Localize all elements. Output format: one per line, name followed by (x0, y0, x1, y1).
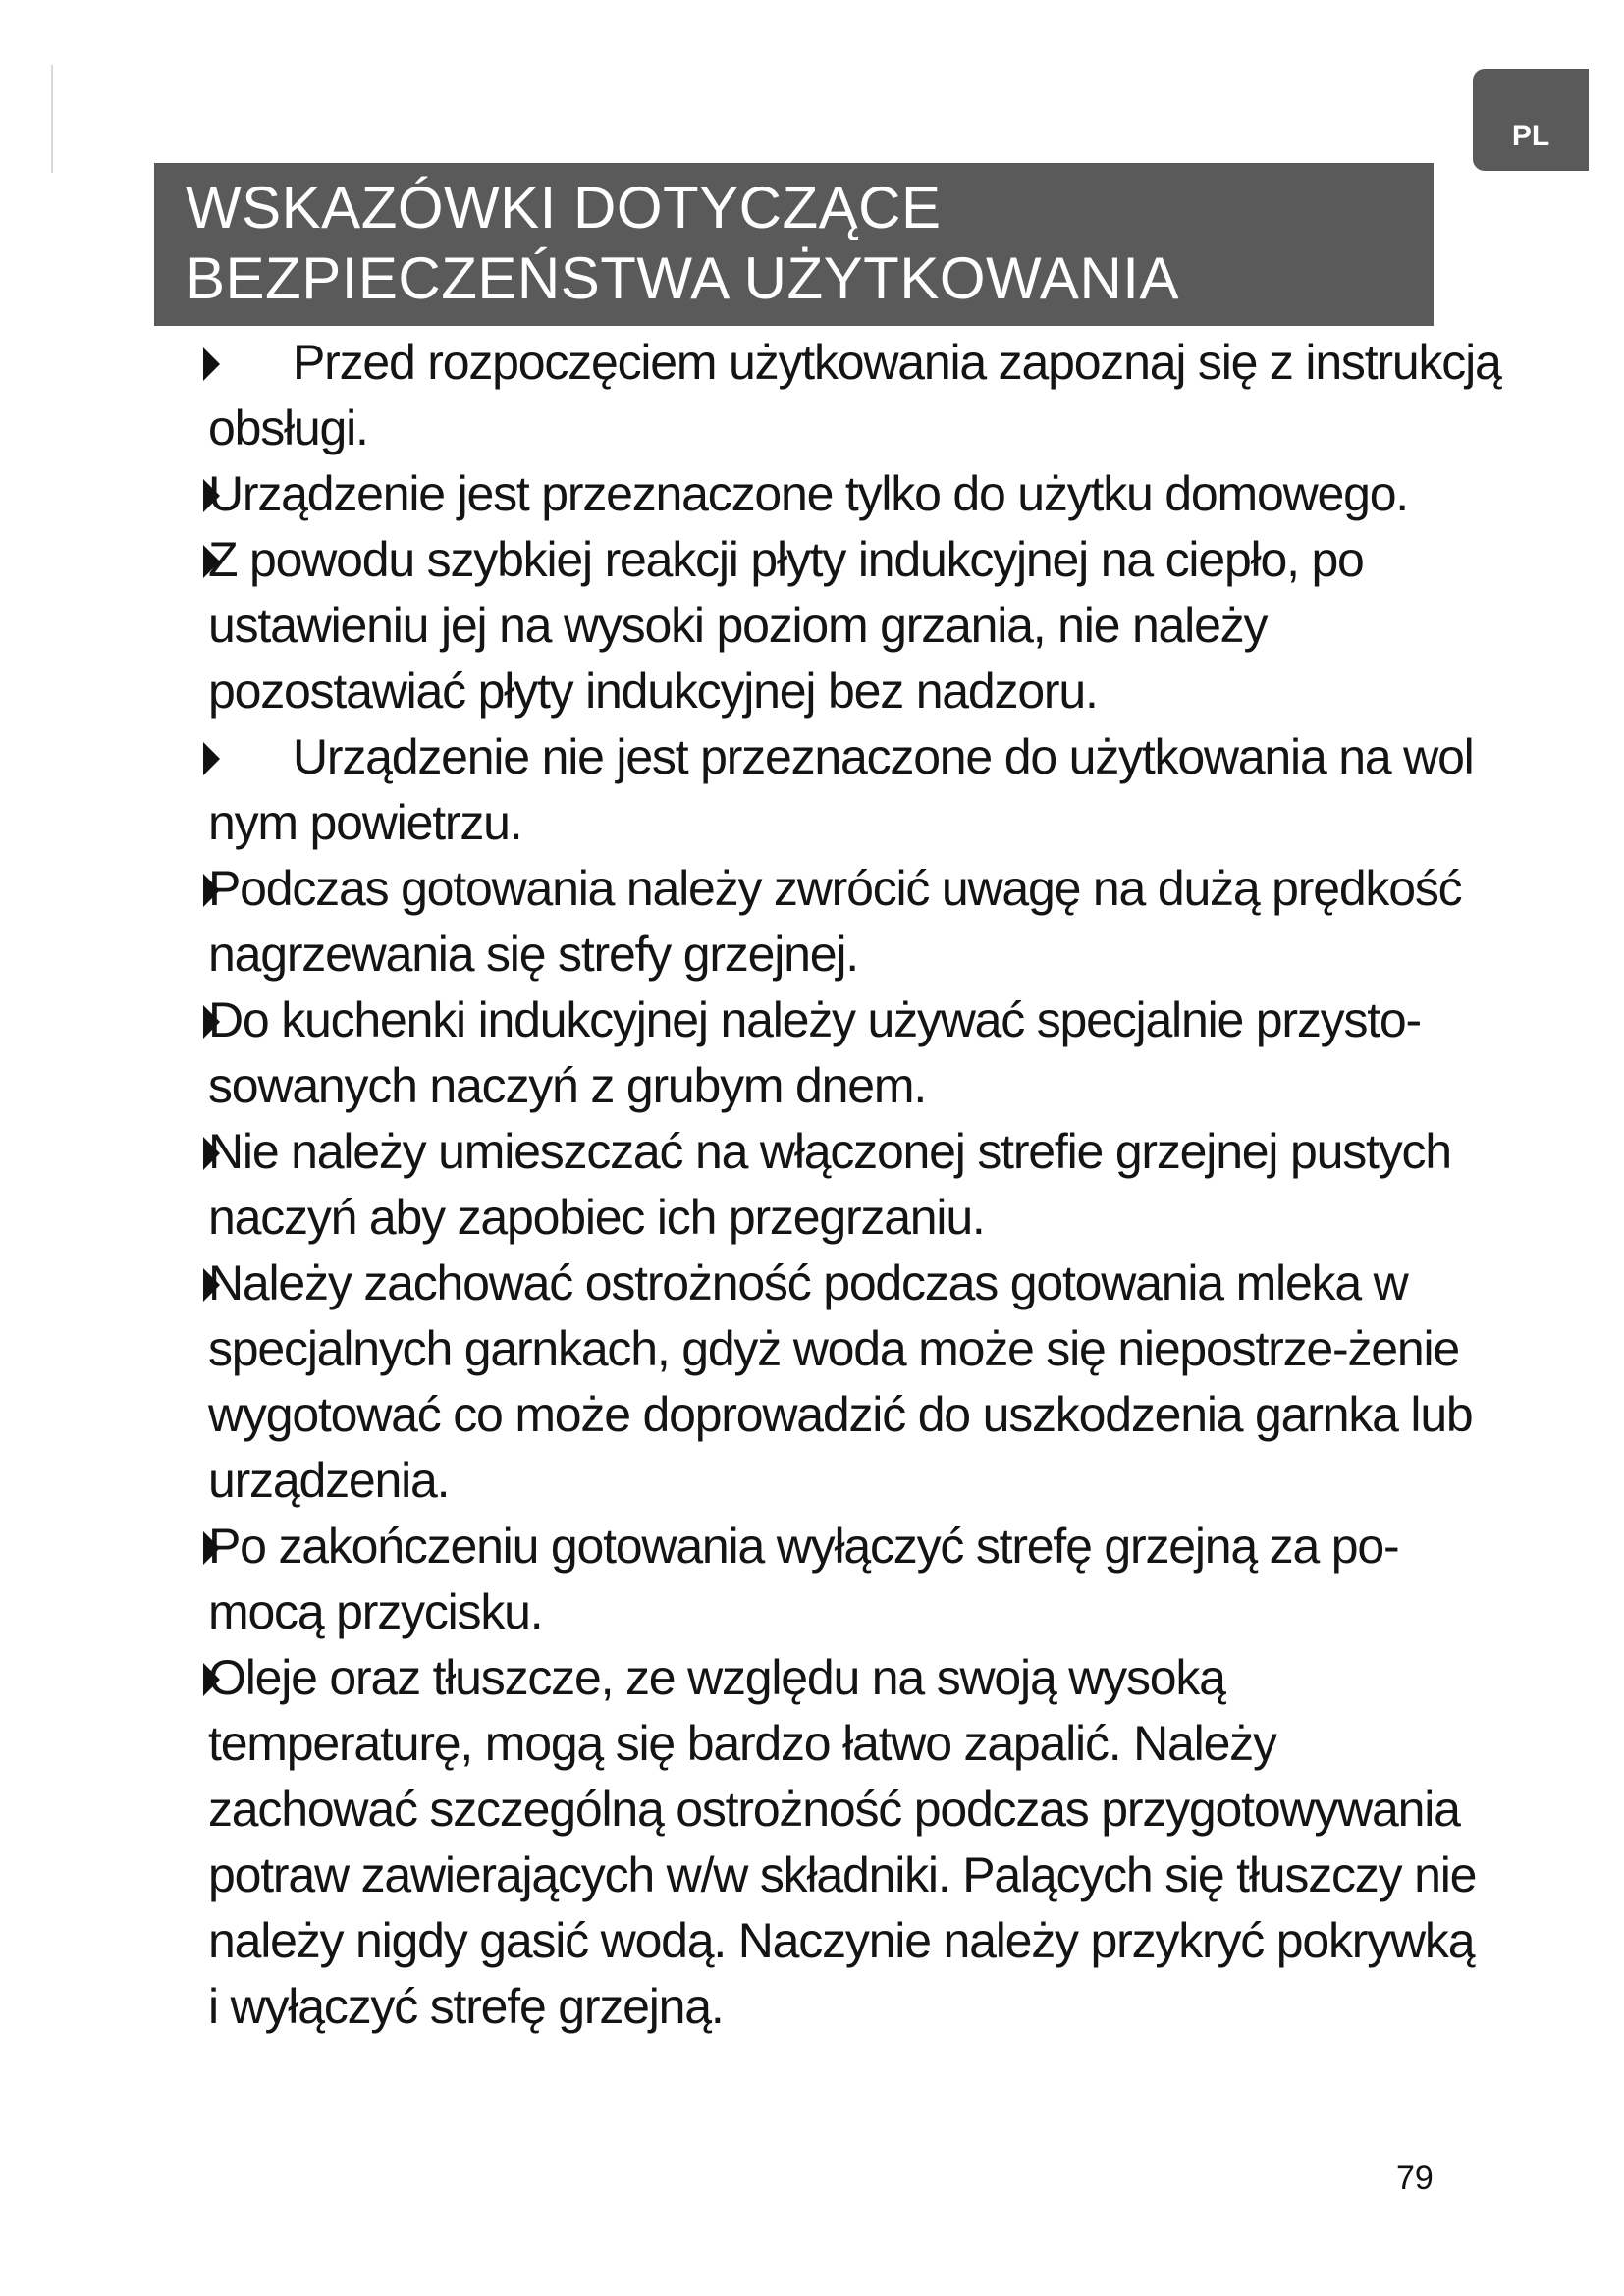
list-item-text: Z powodu szybkiej reakcji płyty indukcyjnej na ciepło, po ustawieniu jej na wysoki poziom grzania, nie należy pozostawiać płyty indukcyjnej bez nadzoru. (208, 532, 1364, 719)
list-item (208, 856, 1485, 988)
section-title-line-1: WSKAZÓWKI DOTYCZĄCE (186, 175, 942, 240)
list-item (208, 1645, 1485, 2040)
bullet-icon (203, 1137, 220, 1170)
language-tab (1473, 69, 1589, 171)
page-edge-mark (51, 65, 53, 173)
bullet-icon (203, 1531, 220, 1565)
list-item (208, 461, 1455, 527)
bullet-icon (203, 1663, 220, 1696)
language-tab-label: PL (1511, 120, 1550, 152)
list-item-text: Należy zachować ostrożność podczas gotowania mleka w specjalnych garnkach, gdyż woda może się niepostrze-żenie wygotować co może doprowadzić do uszkodzenia garnka lub urządzenia. (208, 1255, 1473, 1508)
safety-list (208, 330, 1543, 2040)
section-title (154, 163, 1434, 326)
section-title-line-2: BEZPIECZEŃSTWA UŻYTKOWANIA (186, 245, 1179, 311)
list-item (208, 330, 1543, 461)
list-item-text: Przed rozpoczęciem użytkowania zapoznaj się z instrukcją obsługi. (208, 335, 1501, 455)
list-item (208, 1514, 1485, 1645)
list-item (208, 988, 1475, 1119)
list-item (208, 527, 1475, 724)
list-item (208, 724, 1543, 856)
list-item-text: Oleje oraz tłuszcze, ze względu na swoją wysoką temperaturę, mogą się bardzo łatwo zapalić. Należy zachować szczególną ostrożność podczas przygotowywania potraw zawierających w/w składniki. Palących się tłuszczy nie należy nigdy gasić wodą. Naczynie należy przykryć pokrywką i wyłączyć strefę grzejną. (208, 1650, 1477, 2034)
bullet-icon (203, 545, 220, 578)
page-number: 79 (1396, 2160, 1434, 2197)
list-item-text: Po zakończeniu gotowania wyłączyć strefę grzejną za po-mocą przycisku. (208, 1519, 1399, 1639)
list-item-text: Nie należy umieszczać na włączonej strefie grzejnej pustych naczyń aby zapobiec ich przegrzaniu. (208, 1124, 1451, 1245)
bullet-icon (203, 1005, 220, 1039)
bullet-icon (203, 1268, 220, 1302)
bullet-icon (203, 874, 220, 907)
list-item (208, 1119, 1485, 1251)
list-item-text: Urządzenie nie jest przeznaczone do użytkowania na wol nym powietrzu. (208, 729, 1474, 850)
bullet-icon (203, 479, 220, 512)
list-item-text: Do kuchenki indukcyjnej należy używać specjalnie przysto-sowanych naczyń z grubym dnem. (208, 992, 1421, 1113)
bullet-icon (203, 347, 220, 381)
bullet-icon (203, 742, 220, 775)
list-item-text: Urządzenie jest przeznaczone tylko do użytku domowego. (208, 466, 1408, 521)
list-item-text: Podczas gotowania należy zwrócić uwagę na dużą prędkość nagrzewania się strefy grzejnej. (208, 861, 1462, 982)
list-item (208, 1251, 1485, 1514)
